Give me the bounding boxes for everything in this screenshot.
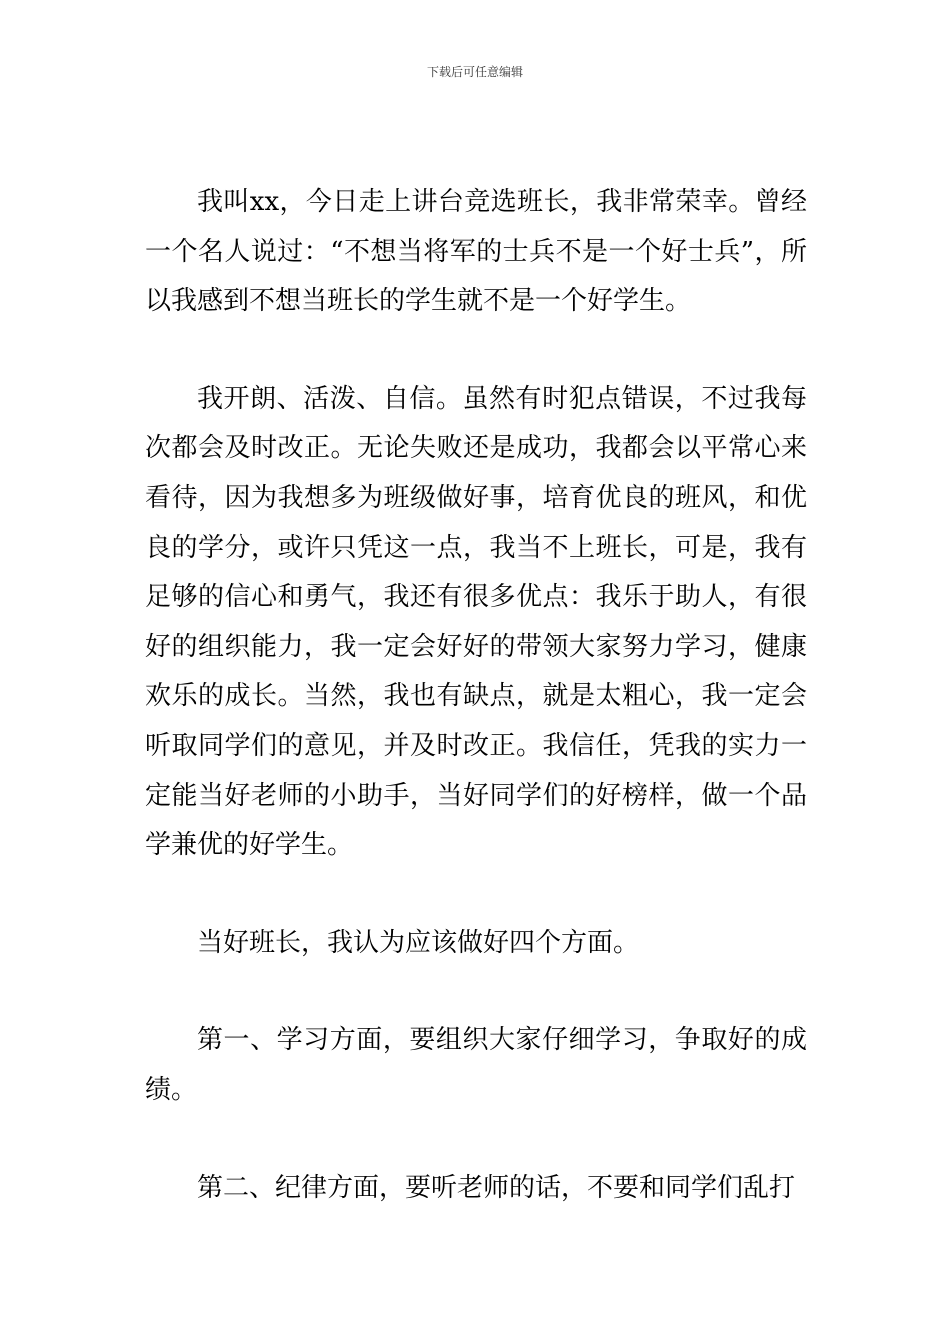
paragraph-spacer [145,871,807,919]
paragraph-spacer [145,968,807,1016]
document-body [145,178,807,1213]
paragraph-introduction: 我叫xx，今日走上讲台竞选班长，我非常荣幸。曾经一个名人说过：“不想当将军的士兵不是一个好士兵”，所以我感到不想当班长的学生就不是一个好学生。 [145,187,807,317]
paragraph-study-aspect: 第一、学习方面，要组织大家仔细学习，争取好的成绩。 [145,1025,807,1105]
paragraph-self-description: 我开朗、活泼、自信。虽然有时犯点错误，不过我每次都会及时改正。无论失败还是成功，我都会以平常心来看待，因为我想多为班级做好事，培育优良的班风，和优良的学分，或许只凭这一点，我当不上班长，可是，我有足够的信心和勇气，我还有很多优点：我乐于助人，有很好的组织能力，我一定会好好的带领大家努力学习，健康欢乐的成长。当然，我也有缺点，就是太粗心，我一定会听取同学们的意见，并及时改正。我信任，凭我的实力一定能当好老师的小助手，当好同学们的好榜样，做一个品学兼优的好学生。 [145,383,807,861]
paragraph-discipline-aspect: 第二、纪律方面，要听老师的话，不要和同学们乱打 [197,1172,796,1203]
paragraph-spacer [145,1116,807,1164]
paragraph-four-aspects: 当好班长，我认为应该做好四个方面。 [197,927,640,958]
header-note: 下载后可任意编辑 [426,65,523,79]
paragraph-spacer [145,327,807,375]
